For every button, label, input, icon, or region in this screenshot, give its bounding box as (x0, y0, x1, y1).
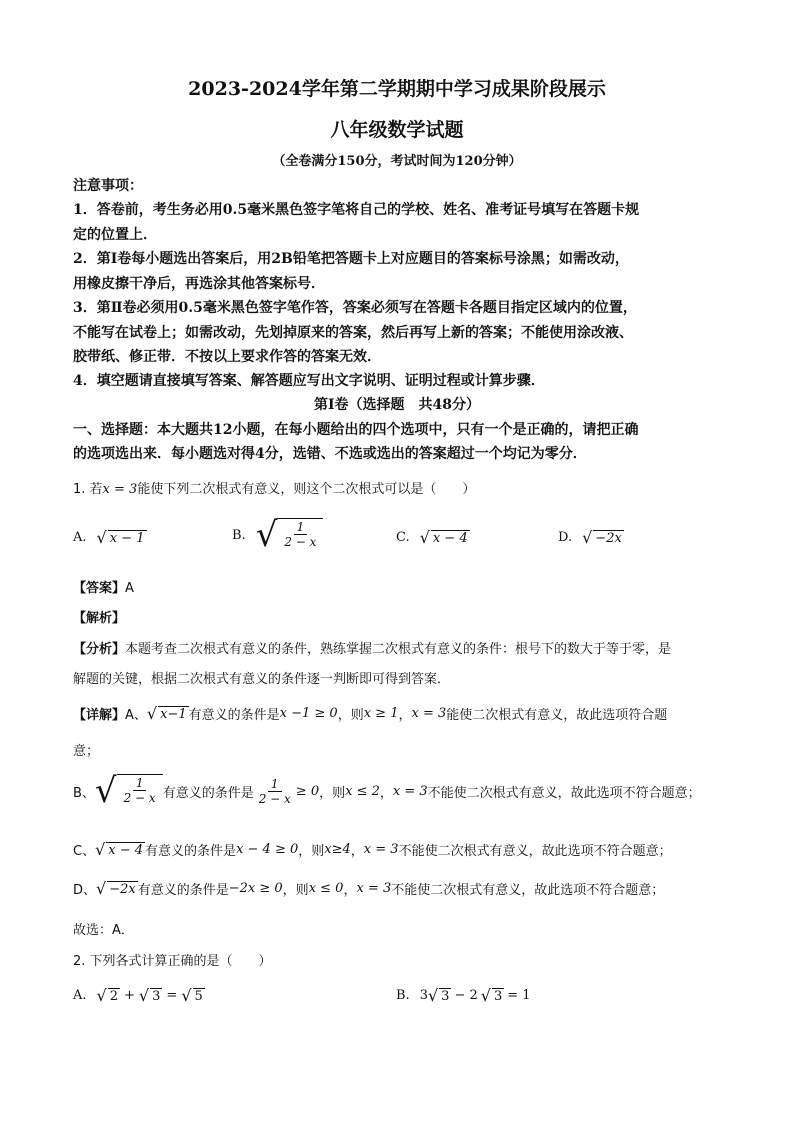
radical: √ x − 1 (96, 528, 145, 547)
radicand: −2x (109, 881, 136, 897)
detail-math: x −1 ≥ 0 (279, 706, 338, 721)
radical: √ 3 (138, 986, 161, 1005)
q2-option-a (73, 986, 205, 1005)
detail-math: x ≤ 2 (345, 783, 380, 799)
radicand: 5 (194, 988, 203, 1004)
detail-text: 不能使二次根式有意义，故此选项不符合题意； (427, 785, 701, 801)
detail-math: x = 3 (356, 881, 392, 896)
detail-text: ，则 (282, 883, 309, 898)
answer-tag: 【答案】 (73, 581, 126, 596)
q1-condition: x = 3 (102, 482, 138, 497)
fenxi-text: 本题考查二次根式有意义的条件，熟练掌握二次根式有意义的条件：根号下的数大于等于零，是 (125, 642, 672, 657)
radical: √ −2x (96, 879, 136, 898)
q1-detail-b (73, 771, 733, 811)
q1-answer (73, 577, 733, 596)
option-label: A. (73, 988, 87, 1003)
detail-math: x − 4 ≥ 0 (236, 842, 299, 857)
q1-text: 能使下列二次根式有意义，则这个二次根式可以是（ ） (137, 482, 476, 497)
q1-option-d (558, 528, 624, 547)
detail-text: 有意义的条件是 (162, 785, 254, 801)
section1-instructions: 的选项选出来．每小题选对得4分，选错、不选或选出的答案超过一个均记为零分． (73, 446, 587, 462)
radicand: 3 (493, 988, 503, 1004)
answer-value: A (125, 581, 134, 596)
detail-text: ， (398, 708, 412, 723)
operator: = 1 (507, 988, 531, 1003)
exam-subject-title: 八年级数学试题 (330, 119, 464, 141)
radical: √ x − 4 (95, 840, 144, 859)
detail-text: 不能使二次根式有意义，故此选项不符合题意； (391, 883, 665, 898)
q1-detail-a (73, 704, 733, 723)
radical: √ 3 (480, 986, 503, 1005)
radicand: x − 4 (108, 842, 144, 858)
operator: + (124, 988, 135, 1003)
section1-instructions: 一、选择题：本大题共12小题，在每小题给出的四个选项中，只有一个是正确的，请把正确 (73, 422, 639, 438)
radicand: 2 (109, 988, 119, 1004)
fenxi-tag: 【分析】 (73, 642, 126, 657)
radical: √ −2x (582, 528, 622, 547)
coefficient: 3 (419, 988, 428, 1003)
q1-conclusion: 故选：A． (73, 923, 134, 938)
fraction (256, 777, 294, 806)
denominator: 2 − x (284, 535, 317, 549)
radical: √ 5 (181, 986, 203, 1005)
radicand: x − 1 (109, 530, 145, 546)
detail-math: x ≥ 1 (363, 706, 399, 721)
option-label: B. (396, 988, 410, 1003)
radicand: −2x (595, 530, 622, 546)
detail-math: −2x ≥ 0 (228, 881, 283, 896)
radicand: x − 4 (432, 530, 468, 546)
detail-math: x = 3 (411, 706, 447, 721)
q1-fenxi-line2: 解题的关键，根据二次根式有意义的条件逐一判断即可得到答案． (73, 672, 451, 687)
q1-detail-d (73, 879, 733, 898)
radicand: x−1 (160, 706, 187, 722)
detail-math: x ≤ 0 (308, 881, 344, 896)
exam-duration-note: （全卷满分150分，考试时间为120分钟） (272, 154, 522, 169)
notice-line: 胶带纸、修正带．不按以上要求作答的答案无效． (73, 349, 381, 365)
fraction (281, 520, 319, 549)
detail-math: ≥ 0 (295, 783, 320, 799)
detail-text: ，则 (337, 708, 364, 723)
notice-line: 不能写在试卷上；如需改动，先划掉原来的答案，然后再写上新的答案；不能使用涂改液、 (73, 325, 633, 341)
detail-prefix: D、 (73, 883, 97, 898)
detail-math: x≥4 (324, 842, 351, 857)
detail-text: ，则 (298, 844, 325, 859)
radical: √ x−1 (146, 704, 187, 723)
option-label: C. (396, 530, 410, 545)
numerator: 1 (133, 776, 147, 791)
operator: − 2 (454, 988, 478, 1003)
q2-stem: 2. 下列各式计算正确的是（ ） (73, 954, 272, 969)
notice-line: 用橡皮擦干净后，再选涂其他答案标号． (73, 276, 325, 292)
q1-detail-c (73, 840, 733, 859)
detail-math: x = 3 (392, 783, 428, 799)
q1-prefix: 1. 若 (73, 482, 103, 497)
notice-heading: 注意事项： (73, 178, 143, 194)
detail-text: 有意义的条件是 (145, 844, 237, 859)
notice-line: 定的位置上． (73, 227, 157, 243)
detail-prefix: B、 (73, 785, 95, 801)
detail-text: ， (379, 785, 393, 801)
detail-prefix: C、 (73, 844, 96, 859)
detail-prefix: A、 (125, 708, 147, 723)
radicand: 3 (441, 988, 450, 1004)
radicand: 3 (152, 988, 161, 1004)
detail-text: 能使二次根式有意义，故此选项符合题 (446, 708, 668, 723)
q1-stem (73, 478, 733, 497)
numerator: 1 (294, 520, 308, 535)
option-label: B. (232, 527, 246, 543)
detail-text: ，则 (319, 785, 346, 801)
q1-fenxi (73, 638, 733, 657)
operator: = (166, 988, 178, 1003)
notice-line: 3．第Ⅱ卷必须用0.5毫米黑色签字笔作答，答案必须写在答题卡各题目指定区域内的位置， (73, 300, 637, 316)
denominator: 2 − x (123, 791, 156, 805)
radical: √ $\frac{1}{2 - x}$ (95, 774, 163, 808)
notice-line: 2．第Ⅰ卷每小题选出答案后，用2B铅笔把答题卡上对应题目的答案标号涂黑；如需改动， (73, 251, 629, 267)
radical: √ $\frac{1}{2 - x}$ (256, 518, 324, 552)
radical: √ x − 4 (419, 528, 468, 547)
detail-tag: 【详解】 (73, 708, 126, 723)
radical: √ 2 (96, 986, 119, 1005)
section1-title: 第Ⅰ卷（选择题 共48分） (313, 397, 481, 413)
detail-text: ， (343, 883, 357, 898)
exam-title: 2023-2024学年第二学期期中学习成果阶段展示 (188, 78, 606, 100)
detail-text: 有意义的条件是 (137, 883, 229, 898)
q1-option-a (73, 528, 147, 547)
denominator: 2 − x (258, 791, 291, 806)
detail-math: x = 3 (363, 842, 399, 857)
numerator: 1 (268, 777, 282, 792)
radical: √ 3 (427, 986, 450, 1005)
q1-option-b (232, 515, 323, 555)
detail-text: ， (350, 844, 364, 859)
detail-text: 不能使二次根式有意义，故此选项不符合题意； (398, 844, 672, 859)
notice-line: 1．答卷前，考生务必用0.5毫米黑色签字笔将自己的学校、姓名、准考证号填写在答题卡规 (73, 202, 640, 218)
q1-analysis-tag: 【解析】 (73, 611, 126, 626)
option-label: A. (73, 530, 87, 545)
notice-line: 4．填空题请直接填写答案、解答题应写出文字说明、证明过程或计算步骤． (73, 373, 545, 389)
option-label: D. (558, 530, 573, 545)
fraction (121, 776, 159, 805)
q1-detail-a-line2: 意； (73, 744, 100, 759)
detail-text: 有意义的条件是 (188, 708, 280, 723)
q2-option-b (396, 986, 531, 1005)
q1-option-c (396, 528, 470, 547)
